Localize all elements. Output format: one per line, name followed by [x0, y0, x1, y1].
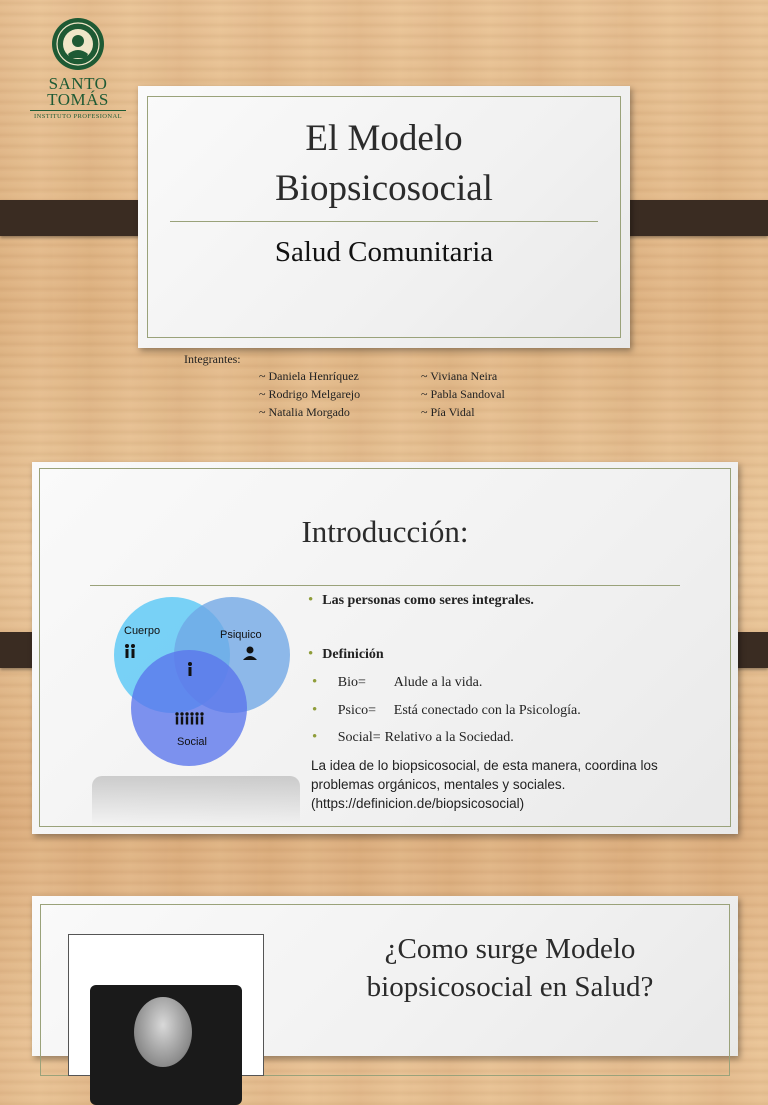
venn-reflection [92, 776, 300, 826]
band-left-1 [0, 200, 155, 236]
band-right-1 [613, 200, 768, 236]
slide-subtitle: Salud Comunitaria [274, 236, 494, 268]
member-name: ~ Daniela Henríquez [259, 369, 359, 383]
slide-title [138, 86, 630, 348]
member-name: ~ Rodrigo Melgarejo [259, 387, 361, 401]
portrait-photo [90, 985, 242, 1105]
logo-name: SANTO TOMÁS [47, 74, 109, 109]
portrait-frame [68, 934, 264, 1076]
divider [90, 585, 680, 586]
bullet-icon: • [308, 646, 314, 662]
definition-item: • Bio= Alude a la vida. [312, 674, 483, 690]
members-label: Integrantes: [184, 352, 241, 366]
bullet-icon: • [312, 729, 318, 745]
bullet-item: • Definición [308, 646, 384, 662]
venn-label-cuerpo: Cuerpo [124, 625, 161, 637]
member-name: ~ Natalia Morgado [259, 405, 350, 419]
slide-heading: ¿Como surge Modelo biopsicosocial en Salud? [366, 933, 654, 1003]
slide-introduction [32, 462, 738, 834]
slide-title-heading: El Modelo Biopsicosocial [275, 118, 493, 209]
definition-item: • Social= Relativo a la Sociedad. [312, 729, 514, 745]
venn-diagram [92, 594, 300, 774]
member-name: ~ Pabla Sandoval [421, 387, 505, 401]
slide-origin [32, 896, 738, 1056]
bullet-item: • Las personas como seres integrales. [308, 592, 534, 608]
divider [170, 221, 598, 222]
member-name: ~ Viviana Neira [421, 369, 498, 383]
portrait-face [134, 997, 192, 1067]
venn-label-social: Social [177, 736, 207, 748]
members-column-1 [259, 367, 360, 421]
slide-heading: Introducción: [301, 514, 469, 549]
definition-item: • Psico= Está conectado con la Psicología. [312, 702, 581, 718]
member-name: ~ Pía Vidal [421, 405, 475, 419]
single-figure-icon [188, 662, 192, 676]
santo-tomas-logo [30, 16, 126, 120]
logo-subtitle: INSTITUTO PROFESIONAL [30, 110, 126, 120]
venn-label-psiquico: Psiquico [220, 629, 262, 641]
definition-paragraph: La idea de lo biopsicosocial, de esta manera, coordina los problemas orgánicos, mentales y sociales. (https://definicion.de/biopsicosocial) [311, 758, 658, 811]
seal-icon [50, 16, 106, 72]
bullet-icon: • [312, 702, 318, 718]
bullet-icon: • [312, 674, 318, 690]
members-column-2 [421, 367, 505, 421]
bullet-icon: • [308, 592, 314, 608]
